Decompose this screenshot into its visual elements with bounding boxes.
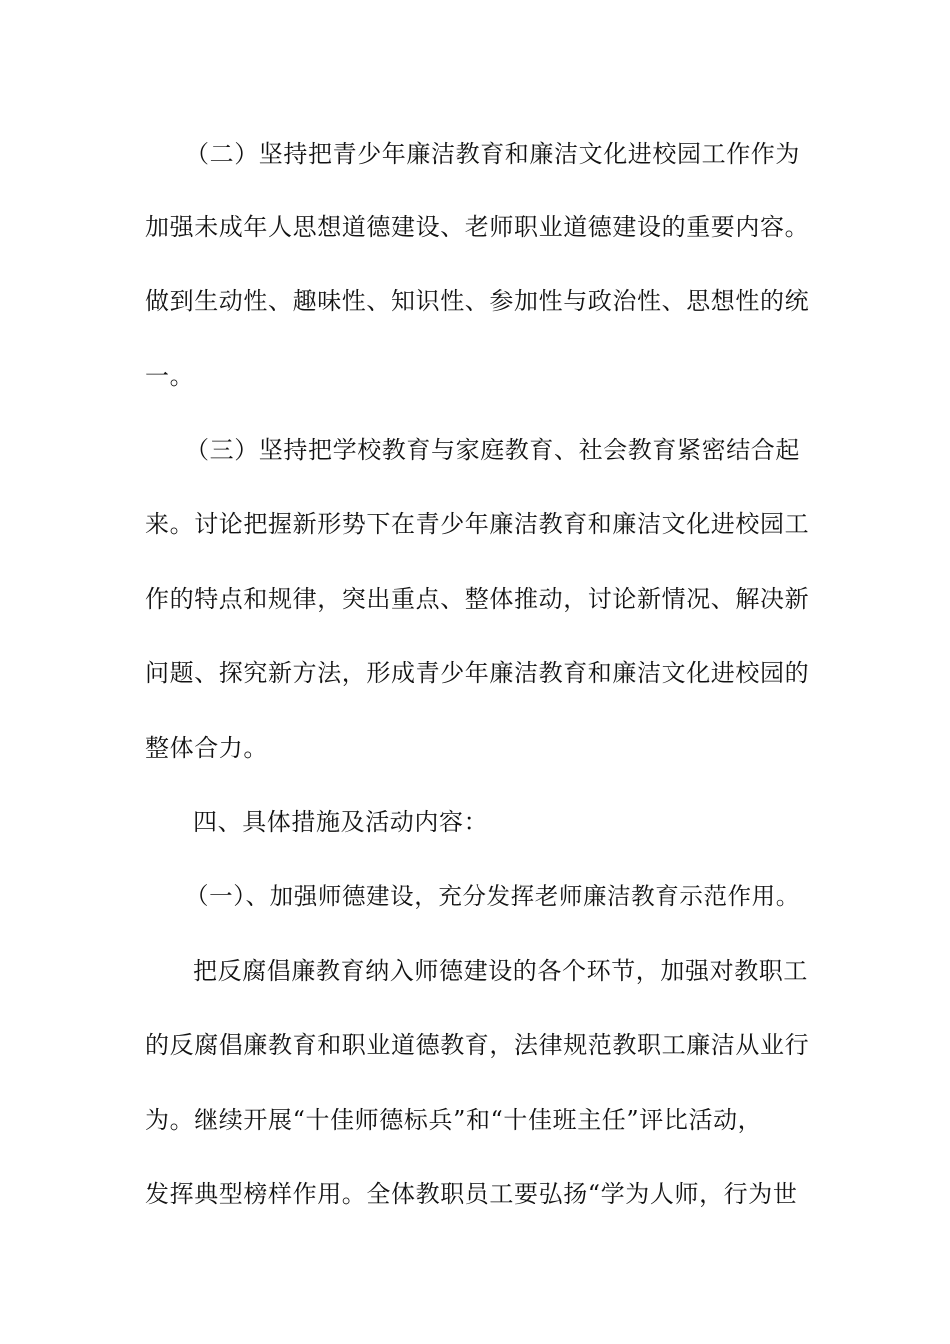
paragraph-line: 做到生动性、趣味性、知识性、参加性与政治性、思想性的统 (145, 287, 810, 315)
paragraph-line: 为。继续开展“十佳师德标兵”和“十佳班主任”评比活动， (145, 1106, 763, 1134)
paragraph-line: 作的特点和规律，突出重点、整体推动，讨论新情况、解决新 (145, 585, 810, 613)
paragraph-line: 来。讨论把握新形势下在青少年廉洁教育和廉洁文化进校园工 (145, 510, 810, 538)
paragraph-line: （二）坚持把青少年廉洁教育和廉洁文化进校园工作作为 (185, 140, 800, 168)
paragraph-line: 把反腐倡廉教育纳入师德建设的各个环节，加强对教职工 (193, 957, 808, 985)
paragraph-line: （三）坚持把学校教育与家庭教育、社会教育紧密结合起 (185, 436, 800, 464)
paragraph-line: 整体合力。 (145, 734, 268, 762)
paragraph-line: 一。 (145, 362, 195, 390)
paragraph-line: 问题、探究新方法，形成青少年廉洁教育和廉洁文化进校园的 (145, 659, 810, 687)
paragraph-line: 加强未成年人思想道德建设、老师职业道德建设的重要内容。 (145, 213, 810, 241)
subsection-heading: （一）、加强师德建设，充分发挥老师廉洁教育示范作用。 (185, 882, 800, 910)
section-heading: 四、具体措施及活动内容： (193, 808, 489, 836)
paragraph-line: 的反腐倡廉教育和职业道德教育，法律规范教职工廉洁从业行 (145, 1031, 810, 1059)
paragraph-line: 发挥典型榜样作用。全体教职员工要弘扬“学为人师，行为世 (145, 1180, 798, 1208)
